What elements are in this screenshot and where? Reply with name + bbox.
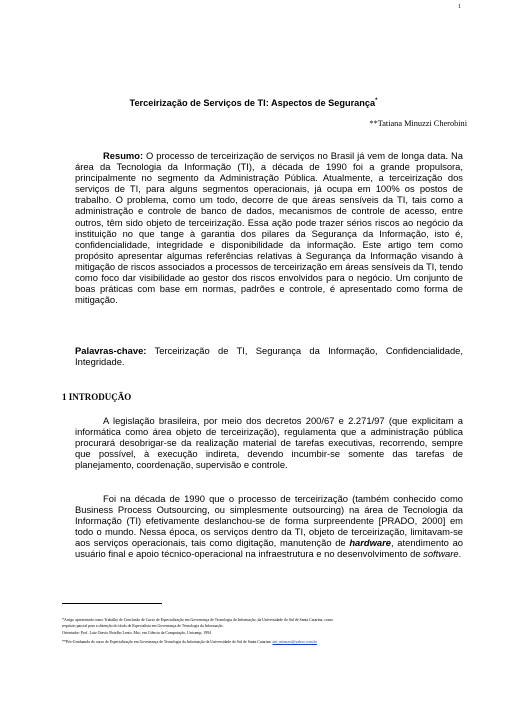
footnote-rule	[62, 603, 162, 604]
footnote-1-line-3: Orientador: Prof. Luiz Otavio Botelho Lento, Msc. em Ciência da Computação, Unicamp, 1994	[62, 630, 211, 635]
keywords-text: Terceirização de TI, Segurança da Informação, Confidencialidade, Integridade.	[75, 345, 463, 368]
abstract-label: Resumo:	[103, 150, 144, 161]
section-heading: 1 INTRODUÇÃO	[62, 392, 132, 402]
footnotes	[62, 617, 454, 645]
page-number: 1	[458, 4, 461, 10]
footnote-2-text: **Pós-Graduanda do curso de Especialização em Governança de Tecnologia da Informação da Universidade do Sul de Santa Catarina.	[62, 639, 273, 644]
title-footnote-mark: *	[375, 98, 378, 104]
keywords-label: Palavras-chave:	[75, 345, 147, 356]
author-email-link[interactable]: tati_minuzzi@yahoo.com.br	[272, 639, 317, 644]
hardware-term: hardware	[349, 537, 392, 549]
paragraph-2-part-c: .	[458, 548, 462, 560]
body-paragraph-2	[75, 493, 463, 560]
footnote-1-line-2: requisito parcial para a obtenção do título de Especialista em Governança de Tecnologia da Informação.	[62, 624, 224, 629]
keywords	[75, 345, 463, 367]
footnote-2	[62, 639, 454, 645]
paper-title	[0, 98, 507, 108]
paragraph-2-part-b: , atendimento ao usuário final e apoio técnico-operacional na infraestrutura e no desenvolvimento de	[75, 537, 463, 560]
body-paragraph-1: A legislação brasileira, por meio dos decretos 200/67 e 2.271/97 (que explicitam a informática como área objeto de terceirização), regulamenta que a administração pública procurará desobrigar-se da realização material de tarefas executivas, recorrendo, sempre que possível, à execução indireta, devendo incumbir-se somente das tarefas de planejamento, coordenação, supervisão e controle.	[75, 415, 463, 471]
author-name: **Tatiana Minuzzi Cherobini	[369, 119, 467, 128]
abstract-text: O processo de terceirização de serviços no Brasil já vem de longa data. Na área da Tecnologia da Informação (TI), a década de 1990 foi a grande propulsora, principalmente no segmento da Administração Pública. Atualmente, a terceirização dos serviços de TI, para alguns segmentos operacionais, já ocupa em 100% os postos de trabalho. O problema, como um todo, decorre de que áreas sensíveis da TI, tais como a administração e controle de banco de dados, mecanismos de controle de acesso, entre outros, têm sido objeto de terceirização. Essa ação pode trazer sérios riscos ao negócio da instituição no que tange à garantia dos pilares da Segurança da Informação, isto é, confidencialidade, integridade e disponibilidade da informação. Este artigo tem como propósito apresentar algumas referências relativas à Segurança da Informação visando à mitigação de riscos associados a processos de terceirização em áreas sensíveis da TI, tendo como foco dar visibilidade ao gestor dos riscos envolvidos para o negócio. Um conjunto de boas práticas com base em normas, padrões e controle, é apresentado como forma de mitigação.	[75, 150, 463, 306]
software-term: software	[423, 548, 459, 560]
title-text: Terceirização de Serviços de TI: Aspectos de Segurança	[129, 98, 376, 109]
footnote-1-line-1: *Artigo apresentado como Trabalho de Conclusão de Curso de Especialização em Governança de Tecnologia da Informação, da Universidade do Sul de Santa Catarina, como	[62, 618, 333, 622]
abstract	[75, 150, 463, 305]
paragraph-2-part-a: Foi na década de 1990 que o processo de terceirização (também conhecido como Business Process Outsourcing, ou simplesmente outsourcing) na área de Tecnologia da Informação (TI) efetivamente deslanchou-se de forma surpreendente [PRADO, 2000] em todo o mundo. Nessa época, os serviços dentro da TI, objeto de terceirização, limitavam-se aos serviços operacionais, tais como digitação, manutenção de	[75, 493, 463, 549]
